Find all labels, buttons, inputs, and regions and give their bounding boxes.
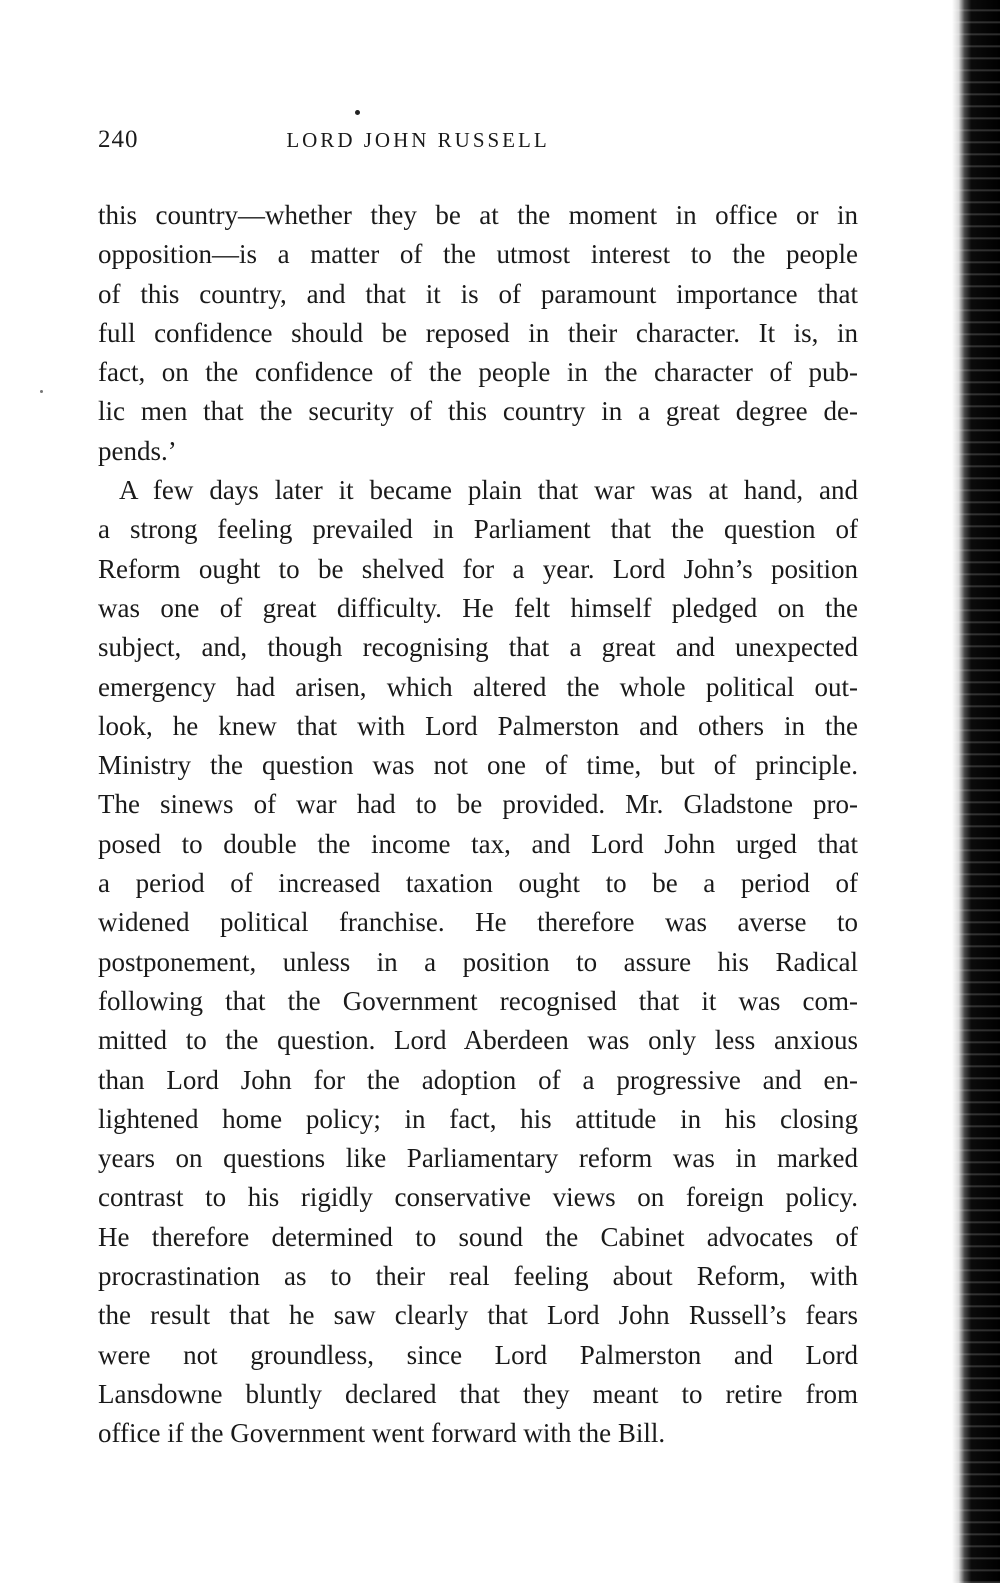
page-header [98, 126, 858, 162]
text-line: The sinews of war had to be provided. Mr. Gladstone pro- [98, 789, 858, 820]
page-edge-shadow [952, 0, 1000, 1583]
text-line: procrastination as to their real feeling about Reform, with [98, 1261, 858, 1292]
running-head: LORD JOHN RUSSELL [286, 128, 550, 152]
text-line: Ministry the question was not one of time, but of principle. [98, 750, 858, 781]
text-line: office if the Government went forward with the Bill. [98, 1418, 666, 1449]
text-line: pends.’ [98, 435, 177, 466]
text-line: subject, and, though recognising that a great and unexpected [98, 632, 858, 663]
text-line: years on questions like Parliamentary reform was in marked [98, 1143, 858, 1174]
text-line: postponement, unless in a position to assure his Radical [98, 946, 858, 977]
text-line: posed to double the income tax, and Lord John urged that [98, 828, 858, 859]
text-line: of this country, and that it is of paramount importance that [98, 278, 858, 309]
text-line: Reform ought to be shelved for a year. Lord John’s position [98, 553, 858, 584]
text-line: were not groundless, since Lord Palmerston and Lord [98, 1339, 858, 1370]
text-line: look, he knew that with Lord Palmerston and others in the [98, 710, 858, 741]
text-line: mitted to the question. Lord Aberdeen was only less anxious [98, 1025, 858, 1056]
text-line: contrast to his rigidly conservative views on foreign policy. [98, 1182, 858, 1213]
body-text [98, 196, 858, 1454]
text-line: than Lord John for the adoption of a progressive and en- [98, 1064, 858, 1095]
text-line: lic men that the security of this country in a great degree de- [98, 396, 858, 427]
text-line: widened political franchise. He therefore was averse to [98, 907, 858, 938]
text-line: a strong feeling prevailed in Parliament that the question of [98, 514, 858, 545]
text-line: a period of increased taxation ought to be a period of [98, 868, 858, 899]
text-line: full confidence should be reposed in their character. It is, in [98, 317, 858, 348]
text-line: the result that he saw clearly that Lord John Russell’s fears [98, 1300, 858, 1331]
paragraph-first-line: A few days later it became plain that war was at hand, and [119, 475, 858, 506]
text-line: fact, on the confidence of the people in the character of pub- [98, 357, 858, 388]
text-line: this country—whether they be at the moment in office or in [98, 200, 858, 230]
page-number: 240 [98, 126, 139, 153]
text-line: lightened home policy; in fact, his attitude in his closing [98, 1103, 858, 1134]
text-line: emergency had arisen, which altered the whole political out- [98, 671, 858, 702]
text-line: following that the Government recognised that it was com- [98, 985, 858, 1016]
text-line: opposition—is a matter of the utmost interest to the people [98, 239, 858, 270]
ink-speck [40, 390, 43, 393]
text-line: was one of great difficulty. He felt himself pledged on the [98, 592, 858, 623]
text-line: Lansdowne bluntly declared that they meant to retire from [98, 1378, 858, 1409]
text-line: He therefore determined to sound the Cabinet advocates of [98, 1221, 858, 1252]
ink-speck [355, 110, 360, 115]
